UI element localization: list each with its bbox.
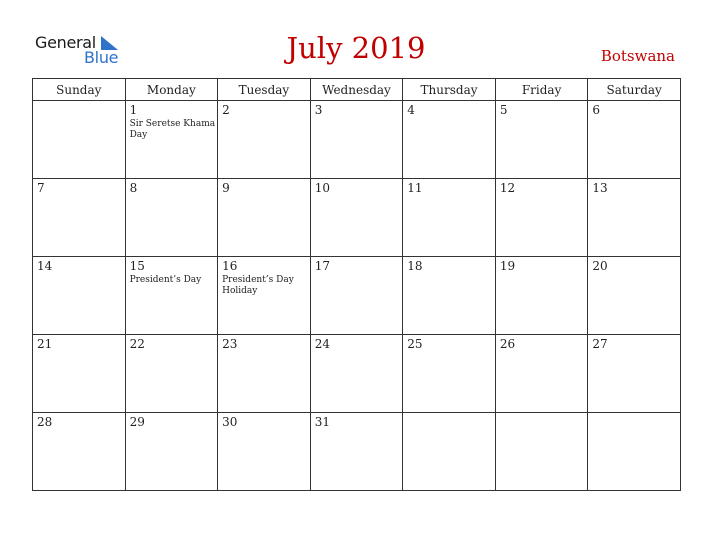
day-cell [218, 413, 311, 491]
month-title: July 2019 [286, 31, 426, 65]
day-number: 4 [407, 103, 415, 117]
empty-day-cell [495, 413, 588, 491]
day-number: 7 [37, 181, 45, 195]
day-number: 23 [222, 337, 238, 351]
day-cell [125, 413, 218, 491]
day-number: 10 [314, 181, 330, 195]
week-row [33, 335, 681, 413]
day-number: 27 [592, 337, 608, 351]
day-cell [33, 335, 126, 413]
logo-text-blue: Blue [84, 48, 119, 67]
calendar-body [33, 101, 681, 491]
day-number: 6 [592, 103, 601, 117]
day-number: 21 [37, 337, 53, 351]
day-cell [218, 101, 311, 179]
day-cell [495, 179, 588, 257]
weekday-sunday: Sunday [33, 79, 126, 101]
day-number: 13 [592, 181, 608, 195]
day-cell [403, 257, 496, 335]
day-cell [403, 101, 496, 179]
week-row [33, 257, 681, 335]
day-cell [218, 335, 311, 413]
holiday-label: President’s Day [129, 275, 202, 285]
day-number: 16 [222, 259, 238, 273]
week-row [33, 179, 681, 257]
holiday-label: Sir Seretse Khama Day [129, 119, 216, 140]
weekday-tuesday: Tuesday [218, 79, 311, 101]
day-number: 24 [314, 337, 330, 351]
day-cell [495, 257, 588, 335]
day-cell [125, 335, 218, 413]
day-cell [403, 179, 496, 257]
day-cell [588, 257, 681, 335]
day-cell [125, 101, 218, 179]
day-number: 11 [407, 181, 423, 195]
empty-day-cell [403, 413, 496, 491]
day-cell [125, 257, 218, 335]
week-row [33, 413, 681, 491]
logo-text-general: General [35, 33, 96, 52]
day-number: 3 [314, 103, 323, 117]
day-cell [33, 413, 126, 491]
day-number: 8 [129, 181, 138, 195]
day-number: 5 [499, 103, 508, 117]
week-row [33, 101, 681, 179]
day-cell [310, 413, 403, 491]
day-number: 15 [129, 259, 145, 273]
empty-day-cell [33, 101, 126, 179]
day-number: 22 [129, 337, 145, 351]
day-cell [33, 179, 126, 257]
calendar-grid [32, 78, 681, 491]
day-number: 31 [314, 415, 330, 429]
day-cell [310, 257, 403, 335]
day-cell [125, 179, 218, 257]
day-cell [495, 101, 588, 179]
day-cell [310, 179, 403, 257]
holiday-label: President’s Day Holiday [222, 275, 294, 296]
weekday-thursday: Thursday [403, 79, 496, 101]
empty-day-cell [588, 413, 681, 491]
day-cell [218, 179, 311, 257]
day-cell [588, 335, 681, 413]
day-number: 20 [592, 259, 608, 273]
day-cell [310, 101, 403, 179]
day-cell [403, 335, 496, 413]
weekday-friday: Friday [495, 79, 588, 101]
day-number: 26 [499, 337, 516, 351]
day-number: 28 [37, 415, 53, 429]
day-number: 14 [37, 259, 53, 273]
day-number: 1 [129, 103, 138, 117]
day-cell [218, 257, 311, 335]
day-number: 12 [499, 181, 516, 195]
country-label: Botswana [600, 47, 675, 65]
day-cell [588, 101, 681, 179]
day-number: 30 [222, 415, 238, 429]
weekday-wednesday: Wednesday [310, 79, 403, 101]
weekday-saturday: Saturday [588, 79, 681, 101]
day-cell [495, 335, 588, 413]
day-number: 2 [222, 103, 230, 117]
day-cell [33, 257, 126, 335]
day-number: 19 [499, 259, 516, 273]
day-number: 18 [407, 259, 423, 273]
day-number: 29 [129, 415, 145, 429]
day-cell [588, 179, 681, 257]
day-number: 9 [222, 181, 230, 195]
weekday-header-row [33, 79, 681, 101]
day-cell [310, 335, 403, 413]
day-number: 17 [314, 259, 330, 273]
weekday-monday: Monday [125, 79, 218, 101]
day-number: 25 [407, 337, 423, 351]
